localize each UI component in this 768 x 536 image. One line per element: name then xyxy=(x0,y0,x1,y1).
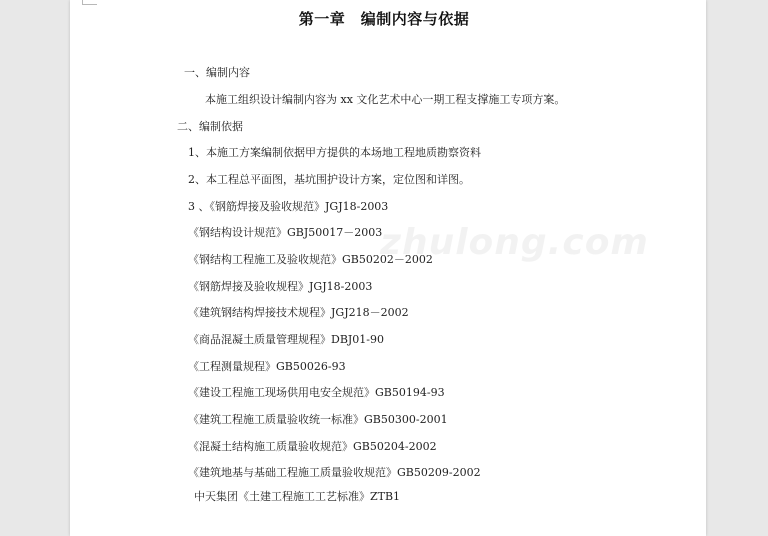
basis-item: 《建筑地基与基础工程施工质量验收规范》GB50209-2002 xyxy=(188,466,481,479)
basis-item: 《钢筋焊接及验收规程》JGJ18-2003 xyxy=(188,280,373,293)
page-corner-mark xyxy=(82,0,97,5)
basis-item: 《建筑钢结构焊接技术规程》JGJ218－2002 xyxy=(188,306,409,319)
basis-item: 1、本施工方案编制依据甲方提供的本场地工程地质勘察资料 xyxy=(188,146,481,159)
basis-item: 3 、《钢筋焊接及验收规范》JGJ18-2003 xyxy=(188,200,389,213)
basis-item: 《工程测量规程》GB50026-93 xyxy=(188,360,346,373)
basis-item: 2、本工程总平面图，基坑围护设计方案，定位图和详图。 xyxy=(188,173,470,186)
watermark: zhulong.com xyxy=(380,222,649,263)
basis-item: 中天集团《土建工程施工工艺标准》ZTB1 xyxy=(194,490,401,503)
chapter-title: 第一章 编制内容与依据 xyxy=(298,10,470,28)
section1-body: 本施工组织设计编制内容为 xx 文化艺术中心一期工程支撑施工专项方案。 xyxy=(205,93,566,106)
basis-item: 《商品混凝土质量管理规程》DBJ01-90 xyxy=(188,333,385,346)
basis-item: 《混凝土结构施工质量验收规范》GB50204-2002 xyxy=(188,440,437,453)
section1-heading: 一、编制内容 xyxy=(184,66,250,79)
basis-item: 《建设工程施工现场供用电安全规范》GB50194-93 xyxy=(188,386,445,399)
basis-item: 《钢结构设计规范》GBJ50017－2003 xyxy=(188,226,383,239)
basis-item: 《钢结构工程施工及验收规范》GB50202－2002 xyxy=(188,253,433,266)
section2-heading: 二、编制依据 xyxy=(177,120,243,133)
basis-item: 《建筑工程施工质量验收统一标准》GB50300-2001 xyxy=(188,413,448,426)
document-page xyxy=(70,0,706,536)
